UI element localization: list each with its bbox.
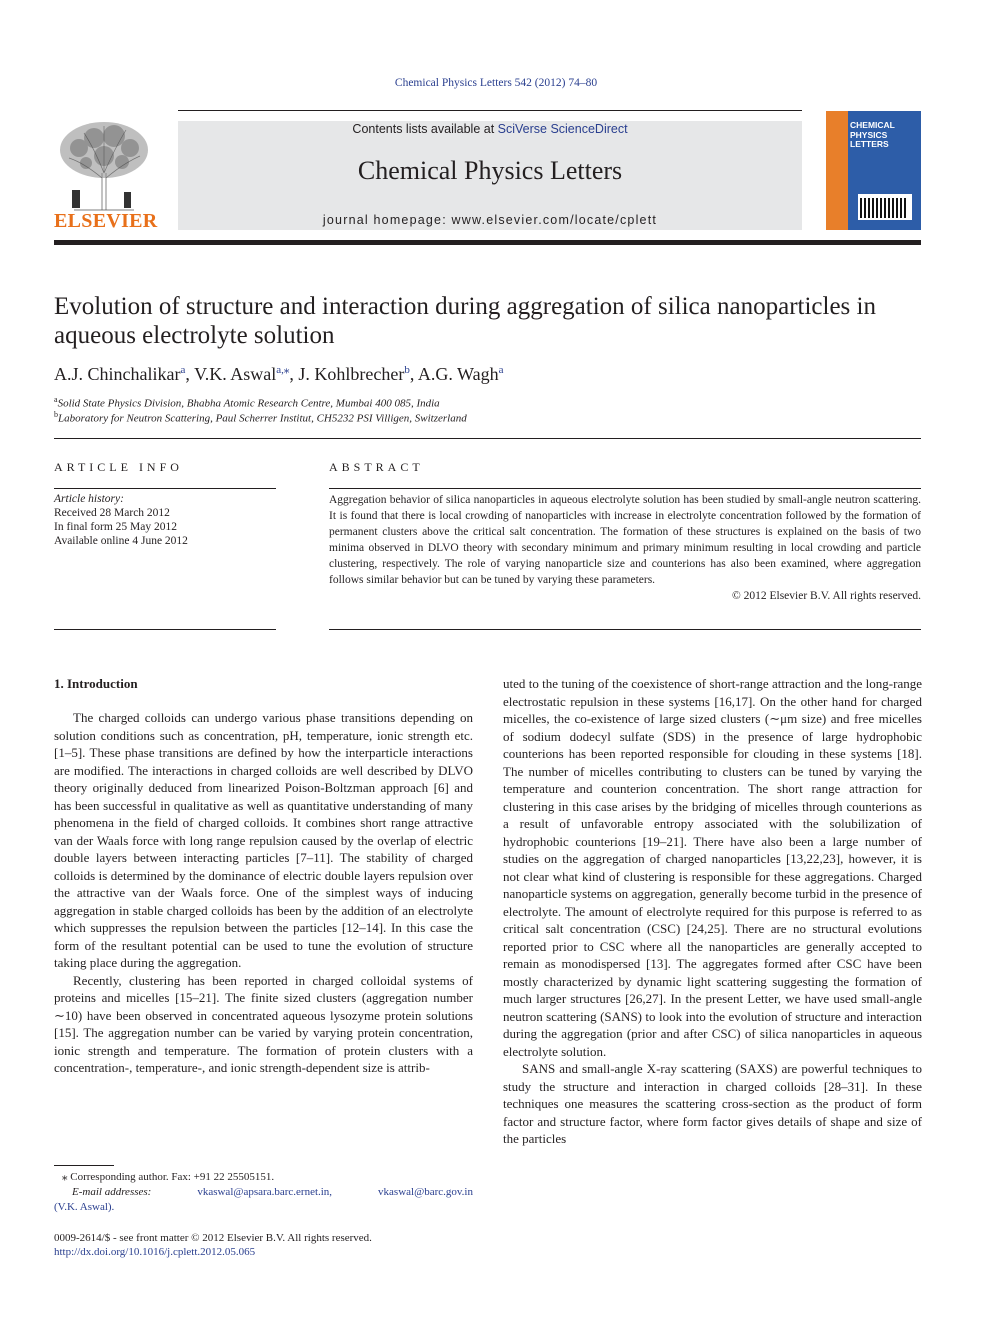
paragraph: The charged colloids can undergo various phase transitions depending on solution conditions such as concentration, pH, temperature, ionic strength etc. [1–5]. These phase transitions are defined by how the interparticle interactions are modified. The interactions in charged colloids are well described by DLVO theory originally deduced from linearized Poison-Boltzman approach [6] and has been successful in qualitative as well as quantitative understanding of many phenomena in the field of charged colloids. It combines short range attractive van der Waals force with long range repulsion caused by the overlap of electric double layers between interacting particles [7–11]. The stability of charged colloids is determined by the dominance of electric double layers repulsion over the attractive van der Waals force. One of the simplest ways of inducing aggregation in stable charged colloids has been by the addition of an electrolyte which suppresses the repulsion between the particles [12–14]. In this case the form of the resultant potential can be used to tune the evolution of structure taking place during the aggregation. xyxy=(54,710,473,970)
paragraph: Recently, clustering has been reported in charged colloidal systems of proteins and micelles [15–21]. The finite sized clusters (aggregation number ∼10) have been observed in concentrated aqueous lysozyme protein solutions [15]. The aggregation number can be varied by varying protein concentration, ionic strength and temperature. The formation of protein clusters with a concentration-, temperature-, and ionic strength-dependent size is attrib- xyxy=(54,972,473,1075)
author[interactable]: V.K. Aswal xyxy=(194,364,277,384)
left-column xyxy=(54,709,473,1077)
title-divider xyxy=(54,438,921,439)
author-affiliation-mark[interactable]: b xyxy=(404,364,410,376)
affiliation-b xyxy=(54,410,924,425)
cover-graphic xyxy=(858,194,912,220)
author-affiliation-mark[interactable]: a xyxy=(498,364,504,376)
article-title: Evolution of structure and interaction during aggregation of silica nanoparticles in aqueous electrolyte solution xyxy=(54,293,876,349)
affiliation-text: Laboratory for Neutron Scattering, Paul Scherrer Institut, CH5232 PSI Villigen, Switzerland xyxy=(58,412,467,425)
email-owner: (V.K. Aswal). xyxy=(54,1201,115,1213)
author[interactable]: J. Kohlbrecher xyxy=(298,364,405,384)
footnote-rule xyxy=(54,1165,114,1166)
header-thick-rule xyxy=(54,240,921,245)
history-label: Article history: xyxy=(54,493,124,505)
elsevier-wordmark: ELSEVIER xyxy=(54,210,158,232)
email-label: E-mail addresses: xyxy=(72,1186,152,1198)
abstract-heading: ABSTRACT xyxy=(329,460,424,474)
section-heading-introduction: 1. Introduction xyxy=(54,676,138,691)
author-separator: , xyxy=(289,364,299,384)
contents-prefix: Contents lists available at xyxy=(352,122,498,136)
abstract-bottom-rule xyxy=(329,629,921,630)
article-info-bottom-rule xyxy=(54,629,276,630)
article-info-rule xyxy=(54,488,276,489)
elsevier-logo[interactable] xyxy=(54,118,158,233)
header-rule xyxy=(178,110,802,111)
elsevier-tree-icon xyxy=(54,118,154,213)
cover-stripe xyxy=(826,111,848,230)
doi-link[interactable]: http://dx.doi.org/10.1016/j.cplett.2012.05.065 xyxy=(54,1246,256,1258)
journal-cover-thumbnail[interactable] xyxy=(826,111,921,230)
cover-title: CHEMICAL PHYSICS LETTERS xyxy=(850,120,895,149)
right-column xyxy=(503,675,922,1148)
article-info-heading: ARTICLE INFO xyxy=(54,460,183,474)
affiliation-mark: b xyxy=(54,410,58,419)
author-affiliation-mark[interactable]: a xyxy=(180,364,186,376)
journal-homepage[interactable]: journal homepage: www.elsevier.com/locate/cplett xyxy=(322,213,658,227)
issn-line: 0009-2614/$ - see front matter © 2012 Elsevier B.V. All rights reserved. xyxy=(54,1232,372,1244)
email-link[interactable]: vkaswal@apsara.barc.ernet.in, xyxy=(197,1186,333,1198)
journal-citation[interactable]: Chemical Physics Letters 542 (2012) 74–80 xyxy=(394,77,598,89)
abstract-text: Aggregation behavior of silica nanoparticles in aqueous electrolyte solution has been studied by small-angle neutron scattering. It is found that there is local crowding of nanoparticles with increase in electrolyte concentration followed by the formation of permanent clusters above the critical salt concentration. The formation of these structures is explained on the basis of two minima observed in DLVO theory with secondary minimum and primary minimum resulting in local crowding and particle clustering, respectively. The role of varying nanoparticle size and counterions has also been examined, where aggregation follows similar behavior but can be tuned by varying these parameters. xyxy=(329,494,921,586)
sciencedirect-link[interactable]: SciVerse ScienceDirect xyxy=(497,122,628,136)
affiliation-mark: a xyxy=(54,395,58,404)
email-link[interactable]: vkaswal@barc.gov.in xyxy=(378,1186,473,1198)
author-separator: , xyxy=(185,364,195,384)
author-list xyxy=(54,363,924,385)
author[interactable]: A.J. Chinchalikar xyxy=(54,364,181,384)
affiliation-text: Solid State Physics Division, Bhabha Atomic Research Centre, Mumbai 400 085, India xyxy=(57,397,440,410)
author-separator: , xyxy=(409,364,418,384)
contents-line xyxy=(178,121,802,137)
abstract-body xyxy=(329,492,921,604)
email-line xyxy=(54,1185,473,1200)
history-final-form: In final form 25 May 2012 xyxy=(54,521,177,533)
abstract-rule xyxy=(329,488,921,489)
corresponding-author: ⁎ Corresponding author. Fax: +91 22 25505151. xyxy=(62,1171,275,1183)
history-received: Received 28 March 2012 xyxy=(54,507,170,519)
author[interactable]: A.G. Wagh xyxy=(417,364,499,384)
footnote xyxy=(54,1170,473,1215)
history-online: Available online 4 June 2012 xyxy=(54,535,188,547)
paragraph: uted to the tuning of the coexistence of short-range attraction and the long-range electrostatic repulsion in these systems [16,17]. On the other hand for charged micelles, the co-existence of large sized clusters (∼μm size) and free micelles of sodium dodecyl sulfate (SDS) in the presence of large hydrophobic counterions has been reported responsible for clouding in these systems [18]. The number of micelles contributing to clusters can be tuned by varying the temperature and counterion concentration. The short range attraction for clustering in this case arises by the bridging of micelles through counterions as a result of unfavorable entropy associated with the solubilization of hydrophobic counterions [19–21]. There have also been a large number of studies on the aggregation of charged nanoparticles [13,22,23], however, it is not clear what kind of clustering is responsible for these aggregations. Charged nanoparticle systems on aggregation, generally become turbid in the presence of electrolyte. The amount of electrolyte required for this purpose is referred to as critical salt concentration (CSC) [24,25]. There are no structural evolutions reported prior to CSC where all the nanoparticles are generally accepted to remain as monodispersed [13]. The aggregates formed after CSC have been mostly characterized by dynamic light scattering suggesting the formation of much larger structures [26,27]. In the present Letter, we have used small-angle neutron scattering (SANS) to look into the evolution of structure and interaction during the aggregation (prior and after CSC) of silica nanoparticles in aqueous electrolyte solution. xyxy=(503,676,922,1059)
journal-title: Chemical Physics Letters xyxy=(357,156,623,185)
abstract-copyright: © 2012 Elsevier B.V. All rights reserved. xyxy=(732,590,921,602)
article-history xyxy=(54,492,276,548)
affiliation-a xyxy=(54,395,924,410)
paragraph: SANS and small-angle X-ray scattering (SAXS) are powerful techniques to study the structure and interaction in charged colloids [28–31]. In these techniques one measures the scattering cross-section as the product of form factor and structure factor, where form factor gives details of shape and size of the particles xyxy=(503,1061,922,1146)
author-affiliation-mark[interactable]: a,⁎ xyxy=(276,364,290,376)
